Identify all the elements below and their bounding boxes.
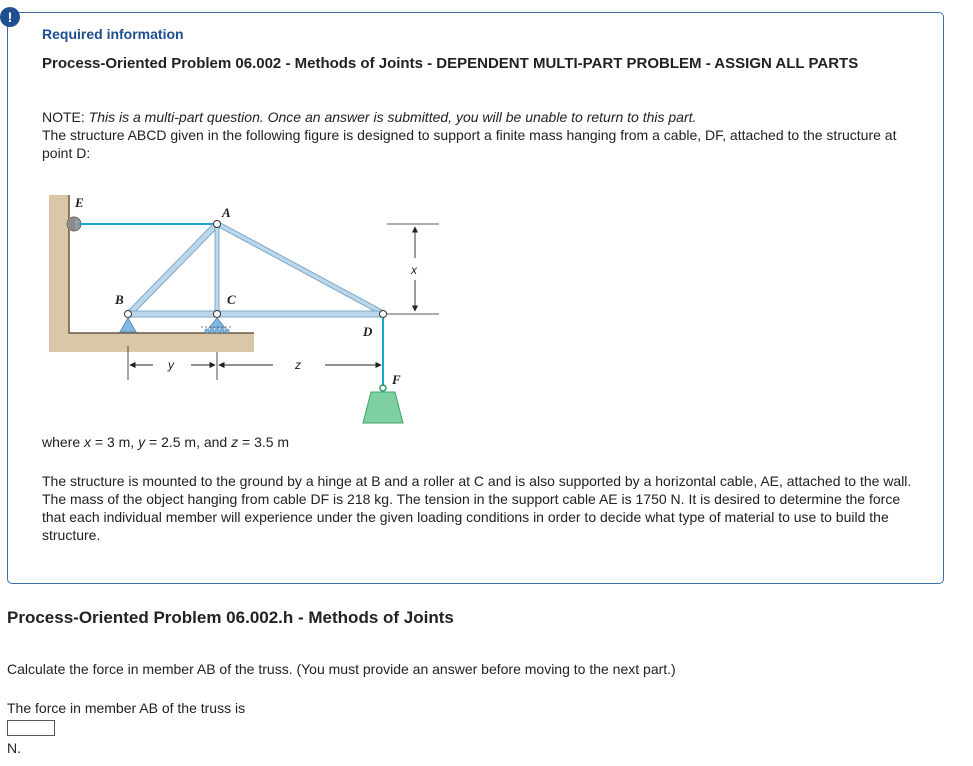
truss-members xyxy=(126,222,384,317)
member-ac xyxy=(215,224,219,315)
answer-label: The force in member AB of the truss is xyxy=(7,700,246,716)
note-block xyxy=(42,108,912,162)
alert-icon xyxy=(0,7,20,27)
required-information-heading: Required information xyxy=(42,26,184,42)
value-z: = 3.5 m xyxy=(238,434,290,450)
joint-c xyxy=(214,311,221,318)
joint-d xyxy=(380,311,387,318)
hanging-weight xyxy=(363,392,403,423)
label-y: y xyxy=(168,358,174,372)
problem-title: Process-Oriented Problem 06.002 - Methods of Joints - DEPENDENT MULTI-PART PROBLEM - ASSIGN ALL PARTS xyxy=(42,55,859,72)
value-x: = 3 m, xyxy=(91,434,139,450)
note-text: This is a multi-part question. Once an answer is submitted, you will be unable to return to this part. xyxy=(88,109,697,125)
answer-input[interactable] xyxy=(7,720,55,736)
alert-symbol: ! xyxy=(7,9,13,25)
problem-description: The structure is mounted to the ground by a hinge at B and a roller at C and is also supported by a horizontal cable, AE, attached to the wall. The mass of the object hanging from cable DF is 218 kg. The tension in the support cable AE is 1750 N. It is desired to determine the force that each individual member will experience under the given loading conditions in order to decide what type of material to use to build the structure. xyxy=(42,473,912,543)
question-text: Calculate the force in member AB of the truss. (You must provide an answer before moving to the next part.) xyxy=(7,661,676,677)
label-f: F xyxy=(392,372,401,387)
var-y: y xyxy=(138,434,146,450)
pulley-bracket xyxy=(69,218,75,230)
intro-text: The structure ABCD given in the following figure is designed to support a finite mass hanging from a cable, DF, attached to the structure at point D: xyxy=(42,127,897,161)
label-e: E xyxy=(75,195,84,210)
roller-wheels xyxy=(205,329,229,333)
answer-unit: N. xyxy=(7,740,21,756)
hinge-b xyxy=(120,318,136,332)
joint-a xyxy=(214,221,221,228)
label-z: z xyxy=(295,358,301,372)
label-b: B xyxy=(115,292,124,307)
label-x: x xyxy=(411,263,417,277)
member-bd xyxy=(127,311,384,317)
where-prefix: where xyxy=(42,434,85,450)
label-d: D xyxy=(363,324,373,339)
part-title: Process-Oriented Problem 06.002.h - Methods of Joints xyxy=(7,608,454,627)
member-ad xyxy=(217,222,384,315)
label-a: A xyxy=(222,205,231,220)
truss-figure xyxy=(41,180,441,425)
note-prefix: NOTE: xyxy=(42,109,89,125)
member-ab xyxy=(126,222,219,317)
value-y: = 2.5 m, and xyxy=(145,434,232,450)
var-z: z xyxy=(231,434,239,450)
var-x: x xyxy=(84,434,92,450)
where-values xyxy=(42,434,289,450)
label-c: C xyxy=(227,292,236,307)
joint-b xyxy=(125,311,132,318)
